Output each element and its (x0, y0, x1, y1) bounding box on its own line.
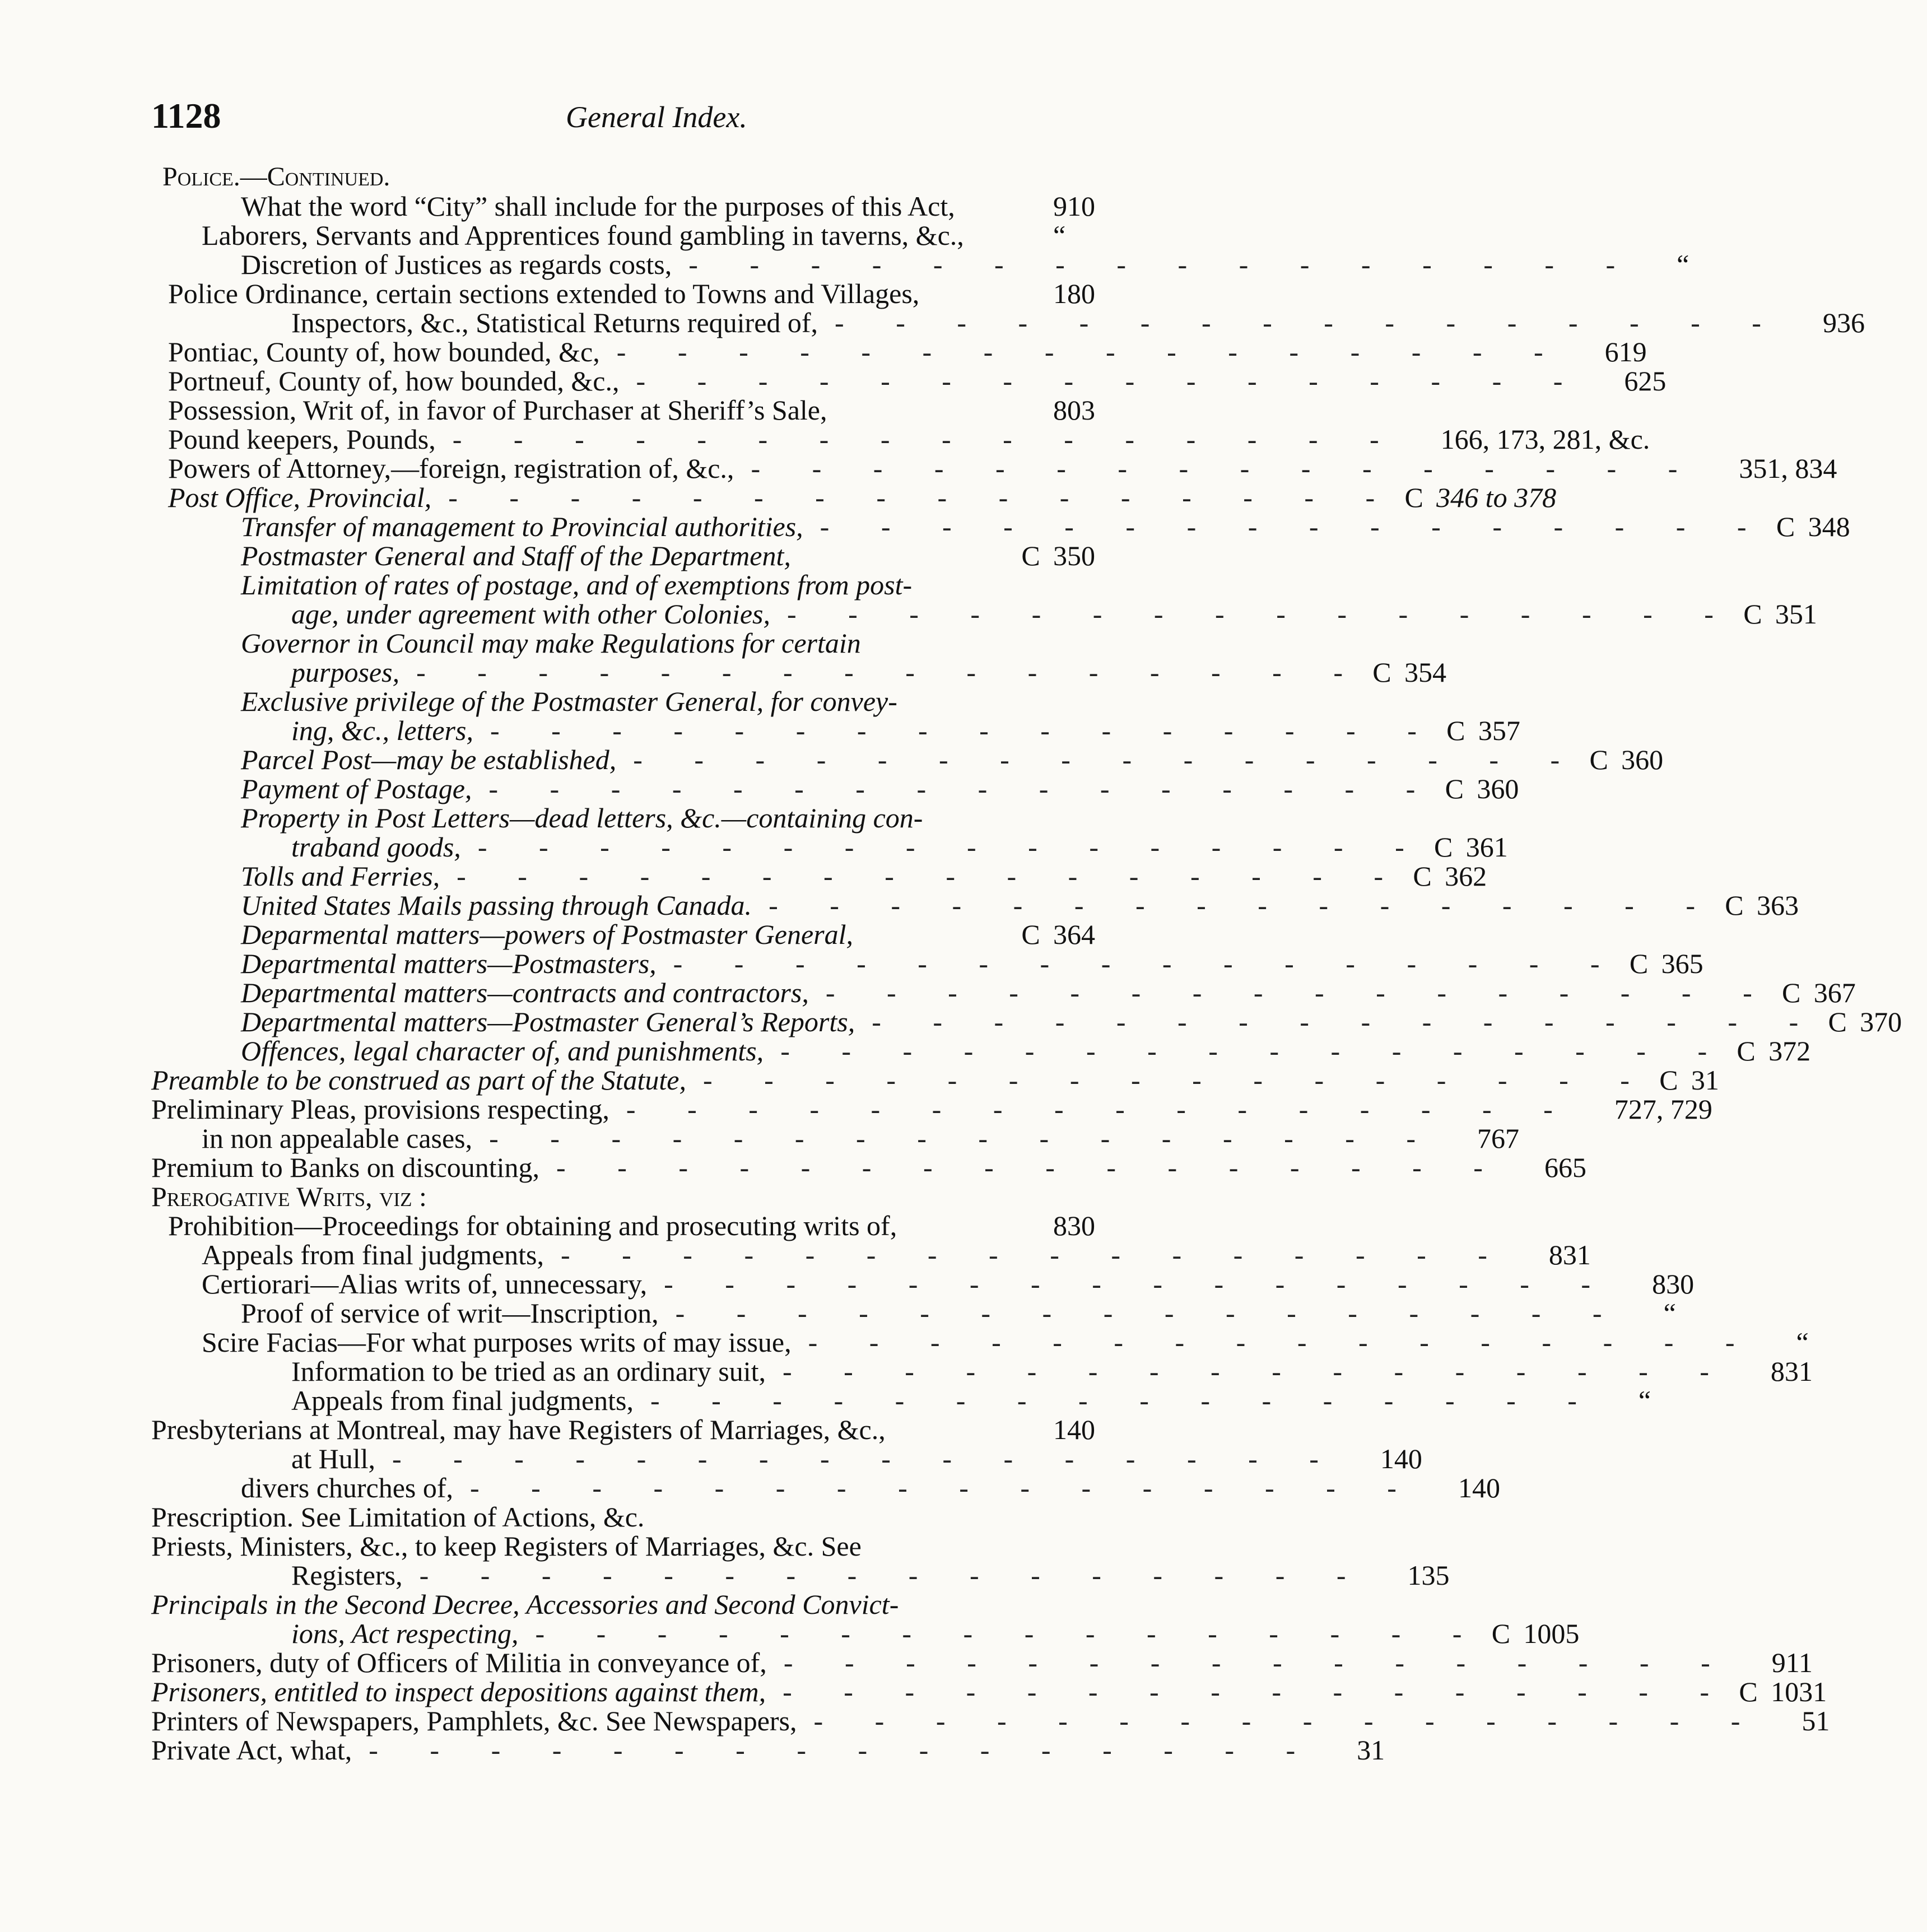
index-entry (134, 423, 1650, 455)
chapter-marker: C (1737, 1035, 1756, 1067)
page-reference: 367 (1813, 977, 1856, 1008)
entry-text: Presbyterians at Montreal, may have Registers of Marriages, &c., (151, 1414, 886, 1445)
page-reference: 140 (1380, 1443, 1422, 1474)
page-reference: 31 (1691, 1064, 1719, 1096)
chapter-marker: C (1659, 1064, 1678, 1096)
index-entry (134, 1211, 1120, 1240)
chapter-marker: C (1782, 977, 1801, 1008)
index-entry (134, 192, 1120, 221)
dot-leader: - - - - - - - - - - - - - - - - (490, 715, 1439, 746)
entry-text: Tolls and Ferries, (241, 860, 440, 892)
dot-leader: - - - - - - - - - - - - - - - - (783, 1356, 1731, 1387)
chapter-marker: C (1446, 715, 1465, 746)
page-reference: “ (1053, 220, 1066, 251)
index-entry (134, 221, 1120, 250)
dot-leader: - - - - - - - - - - - - - - - - (616, 336, 1566, 367)
entry-text: Printers of Newspapers, Pamphlets, &c. See Newspapers, (151, 1705, 797, 1737)
index-entry (134, 1297, 1676, 1329)
entry-text: United States Mails passing through Canada. (241, 890, 752, 921)
entry-text: Exclusive privilege of the Postmaster General, for convey- (241, 686, 897, 717)
entry-text: Appeals from final judgments, (291, 1385, 634, 1416)
dot-leader: - - - - - - - - - - - - - - - - (556, 1152, 1505, 1183)
dot-leader: - - - - - - - - - - - - - - - - (650, 1385, 1599, 1416)
index-entry (134, 1647, 1813, 1678)
index-entry (134, 920, 1120, 949)
dot-leader: - - - - - - - - - - - - - - - - (636, 365, 1585, 397)
index-entry (134, 1472, 1500, 1503)
chapter-marker: C (1725, 890, 1744, 921)
page-reference: 351, 834 (1739, 453, 1837, 484)
entry-text: at Hull, (291, 1443, 375, 1474)
dot-leader: - - - - - - - - - - - - - - - - (835, 307, 1784, 338)
page-reference: 31 (1357, 1734, 1385, 1766)
chapter-marker: C (1021, 540, 1040, 571)
page-reference: 363 (1756, 890, 1799, 921)
entry-text: Post Office, Provincial, (168, 482, 432, 513)
index-entry (134, 249, 1689, 280)
index-entry (134, 1182, 1120, 1211)
index-entry (134, 1064, 1719, 1096)
dot-leader: - - - - - - - - - - - - - - - - (369, 1734, 1318, 1766)
entry-text: Principals in the Second Decree, Accessories and Second Convict- (151, 1589, 899, 1620)
index-entry (134, 657, 1446, 688)
dot-leader: - - - - - - - - - - - - - - - - (780, 1035, 1730, 1067)
index-entry (134, 831, 1508, 863)
entry-text: Information to be tried as an ordinary suit, (291, 1356, 766, 1387)
index-entry (134, 1676, 1827, 1707)
index-entry (134, 570, 1120, 599)
dot-leader: - - - - - - - - - - - - - - - - (813, 1705, 1763, 1737)
dot-leader: - - - - - - - - - - - - - - - - (416, 657, 1365, 688)
page-reference: 51 (1802, 1705, 1830, 1737)
index-entry (134, 803, 1120, 832)
page-reference: 625 (1624, 365, 1667, 397)
entry-text: ions, Act respecting, (291, 1618, 519, 1649)
page-reference: 910 (1053, 190, 1095, 222)
index-entry (134, 1006, 1902, 1037)
page-reference: 370 (1860, 1006, 1902, 1037)
page-reference: 361 (1465, 831, 1508, 863)
index-entry (134, 1618, 1580, 1649)
entry-text: Scire Facias—For what purposes writs of may issue, (202, 1326, 792, 1358)
index-entry (134, 1443, 1422, 1474)
entry-text: ing, &c., letters, (291, 715, 473, 746)
page-reference: 830 (1053, 1210, 1095, 1241)
dot-leader: - - - - - - - - - - - - - - - - (751, 453, 1700, 484)
entry-text: divers churches of, (241, 1472, 454, 1503)
entry-text: Laborers, Servants and Apprentices found gambling in taverns, &c., (202, 220, 964, 251)
index-entry (134, 279, 1120, 308)
page-reference: “ (1677, 249, 1689, 280)
index-entry (134, 860, 1487, 892)
dot-leader: - - - - - - - - - - - - - - - - (872, 1006, 1821, 1037)
page-reference: 350 (1053, 540, 1095, 571)
entry-text: What the word “City” shall include for the purposes of this Act, (241, 190, 955, 222)
index-entry (134, 1502, 1120, 1531)
entry-text: Possession, Writ of, in favor of Purchaser at Sheriff’s Sale, (168, 394, 827, 426)
index-entry (134, 395, 1120, 425)
page-reference: “ (1638, 1385, 1651, 1416)
page-reference: 360 (1621, 744, 1664, 775)
dot-leader: - - - - - - - - - - - - - - - - (457, 860, 1406, 892)
page-header (151, 95, 1070, 151)
entry-text: Powers of Attorney,—foreign, registration of, &c., (168, 453, 734, 484)
index-entry (134, 715, 1520, 746)
entry-text: Departmental matters—contracts and contractors, (241, 977, 809, 1008)
index-entry (134, 1415, 1120, 1444)
chapter-marker: C (1491, 1618, 1511, 1649)
entry-text: Police Ordinance, certain sections extended to Towns and Villages, (168, 278, 920, 309)
page-reference: 936 (1822, 307, 1865, 338)
index-entry (134, 1734, 1385, 1766)
entry-text: Pontiac, County of, how bounded, &c, (168, 336, 600, 367)
chapter-marker: C (1828, 1006, 1847, 1037)
page-reference: 140 (1053, 1414, 1095, 1445)
entry-text: Pound keepers, Pounds, (168, 423, 436, 455)
index-entry (134, 1035, 1811, 1067)
dot-leader: - - - - - - - - - - - - - - - - (561, 1239, 1510, 1270)
page-reference: 665 (1544, 1152, 1586, 1183)
page-reference: 140 (1458, 1472, 1500, 1503)
entry-text: Offences, legal character of, and punishments, (241, 1035, 764, 1067)
dot-leader: - - - - - - - - - - - - - - - - (470, 1472, 1419, 1503)
index-entry (134, 1326, 1809, 1358)
chapter-marker: C (1413, 860, 1432, 892)
index-entry (134, 307, 1865, 338)
page-reference: 362 (1445, 860, 1487, 892)
entry-text: Prescription. See Limitation of Actions, &c. (151, 1501, 645, 1533)
entry-text: in non appealable cases, (202, 1123, 473, 1154)
entry-text: Priests, Ministers, &c., to keep Registers of Marriages, &c. See (151, 1530, 862, 1562)
chapter-marker: C (1434, 831, 1453, 863)
dot-leader: - - - - - - - - - - - - - - - - (535, 1618, 1484, 1649)
entry-text: Transfer of management to Provincial authorities, (241, 511, 803, 542)
page-reference: 830 (1652, 1268, 1695, 1300)
page-reference: 135 (1407, 1559, 1450, 1591)
index-entry (134, 162, 1120, 192)
index-entry (134, 453, 1837, 484)
page-reference: 619 (1604, 336, 1647, 367)
entry-text: Governor in Council may make Regulations for certain (241, 627, 861, 659)
page-reference: 365 (1661, 948, 1703, 979)
index-entry (134, 773, 1519, 804)
page-reference: 831 (1548, 1239, 1591, 1270)
page-reference: 372 (1768, 1035, 1811, 1067)
index-entry (134, 1152, 1586, 1183)
entry-text: traband goods, (291, 831, 461, 863)
dot-leader: - - - - - - - - - - - - - - - - (664, 1268, 1613, 1300)
dot-leader: - - - - - - - - - - - - - - - - (786, 598, 1736, 630)
dot-leader: - - - - - - - - - - - - - - - - (477, 831, 1427, 863)
page-reference: 1005 (1523, 1618, 1580, 1649)
index-entry (134, 482, 1557, 513)
index-entry (134, 890, 1799, 921)
entry-text: Prohibition—Proceedings for obtaining and prosecuting writs of, (168, 1210, 897, 1241)
index-entry (134, 541, 1120, 570)
page-reference: 351 (1775, 598, 1817, 630)
chapter-marker: C (1589, 744, 1608, 775)
dot-leader: - - - - - - - - - - - - - - - - (626, 1093, 1575, 1125)
page-reference: 803 (1053, 394, 1095, 426)
entry-text: Payment of Postage, (241, 773, 472, 804)
index-entry (134, 1531, 1120, 1561)
page-reference: 911 (1771, 1647, 1813, 1678)
index-entry (134, 977, 1856, 1008)
page-number: 1128 (151, 96, 221, 136)
entry-text: Inspectors, &c., Statistical Returns required of, (291, 307, 818, 338)
page-reference: 346 to 378 (1436, 482, 1557, 513)
page-reference: 767 (1477, 1123, 1520, 1154)
page-reference: 1031 (1771, 1676, 1827, 1707)
index-entry (134, 365, 1667, 397)
page-reference: 166, 173, 281, &c. (1440, 423, 1650, 455)
dot-leader: - - - - - - - - - - - - - - - - (808, 1326, 1757, 1358)
dot-leader: - - - - - - - - - - - - - - - - (489, 1123, 1439, 1154)
dot-leader: - - - - - - - - - - - - - - - - (702, 1064, 1652, 1096)
entry-text: Discretion of Justices as regards costs, (241, 249, 672, 280)
entry-text: Preamble to be construed as part of the Statute, (151, 1064, 686, 1096)
index-entry (134, 948, 1703, 979)
index-entry (134, 744, 1664, 775)
entry-text: age, under agreement with other Colonies, (291, 598, 770, 630)
index-entry (134, 1385, 1651, 1416)
dot-leader: - - - - - - - - - - - - - - - - (419, 1559, 1369, 1591)
entry-text: Police.—Continued. (162, 162, 390, 192)
index-entry (134, 1705, 1830, 1737)
dot-leader: - - - - - - - - - - - - - - - - (448, 482, 1398, 513)
chapter-marker: C (1372, 657, 1391, 688)
index-entry (134, 1239, 1591, 1270)
index-entry (134, 687, 1120, 716)
entry-text: Appeals from final judgments, (202, 1239, 544, 1270)
entry-text: Portneuf, County of, how bounded, &c., (168, 365, 620, 397)
entry-text: Registers, (291, 1559, 403, 1591)
entry-text: Property in Post Letters—dead letters, &c.—containing con- (241, 802, 923, 834)
index-entry (134, 511, 1850, 542)
dot-leader: - - - - - - - - - - - - - - - - (452, 423, 1402, 455)
entry-text: Premium to Banks on discounting, (151, 1152, 540, 1183)
dot-leader: - - - - - - - - - - - - - - - - (825, 977, 1775, 1008)
index-entry (134, 1356, 1813, 1387)
index-entries (134, 162, 1902, 1766)
dot-leader: - - - - - - - - - - - - - - - - (769, 890, 1717, 921)
entry-text: Preliminary Pleas, provisions respecting, (151, 1093, 609, 1125)
page-reference: 348 (1808, 511, 1850, 542)
page-reference: “ (1796, 1326, 1809, 1358)
chapter-marker: C (1776, 511, 1795, 542)
entry-text: purposes, (291, 657, 400, 688)
page-reference: 364 (1053, 919, 1095, 950)
entry-text: Certiorari—Alias writs of, unnecessary, (202, 1268, 648, 1300)
page-reference: 831 (1770, 1356, 1813, 1387)
page-reference: 180 (1053, 278, 1095, 309)
dot-leader: - - - - - - - - - - - - - - - - (820, 511, 1769, 542)
page-reference: 360 (1477, 773, 1519, 804)
index-entry (134, 598, 1817, 630)
dot-leader: - - - - - - - - - - - - - - - - (783, 1647, 1733, 1678)
index-entry (134, 1268, 1695, 1300)
index-entry (134, 336, 1647, 367)
page-reference: 357 (1478, 715, 1520, 746)
page-reference: 354 (1404, 657, 1446, 688)
chapter-marker: C (1404, 482, 1423, 513)
entry-text: Parcel Post—may be established, (241, 744, 617, 775)
index-entry (134, 1590, 1120, 1619)
entry-text: Prerogative Writs, viz : (151, 1181, 427, 1212)
entry-text: Departmental matters—Postmaster General’s Reports, (241, 1006, 855, 1037)
dot-leader: - - - - - - - - - - - - - - - - (783, 1676, 1732, 1707)
index-entry (134, 1093, 1712, 1125)
chapter-marker: C (1743, 598, 1762, 630)
index-entry (134, 629, 1120, 658)
chapter-marker: C (1629, 948, 1649, 979)
dot-leader: - - - - - - - - - - - - - - - - (675, 1297, 1625, 1329)
dot-leader: - - - - - - - - - - - - - - - - (488, 773, 1438, 804)
entry-text: Prisoners, entitled to inspect depositions against them, (151, 1676, 766, 1707)
dot-leader: - - - - - - - - - - - - - - - - (392, 1443, 1341, 1474)
chapter-marker: C (1445, 773, 1464, 804)
dot-leader: - - - - - - - - - - - - - - - - (633, 744, 1582, 775)
entry-text: Proof of service of writ—Inscription, (241, 1297, 659, 1329)
entry-text: Prisoners, duty of Officers of Militia in conveyance of, (151, 1647, 767, 1678)
dot-leader: - - - - - - - - - - - - - - - - (688, 249, 1638, 280)
index-entry (134, 1559, 1450, 1591)
entry-text: Postmaster General and Staff of the Department, (241, 540, 791, 571)
entry-text: Deparmental matters—powers of Postmaster General, (241, 919, 853, 950)
entry-text: Private Act, what, (151, 1734, 352, 1766)
dot-leader: - - - - - - - - - - - - - - - - (673, 948, 1622, 979)
index-entry (134, 1123, 1520, 1154)
entry-text: Limitation of rates of postage, and of exemptions from post- (241, 569, 913, 600)
running-title: General Index. (566, 100, 747, 134)
entry-text: Departmental matters—Postmasters, (241, 948, 657, 979)
chapter-marker: C (1021, 919, 1040, 950)
page-reference: “ (1663, 1297, 1676, 1329)
page-reference: 727, 729 (1614, 1093, 1712, 1125)
chapter-marker: C (1739, 1676, 1758, 1707)
